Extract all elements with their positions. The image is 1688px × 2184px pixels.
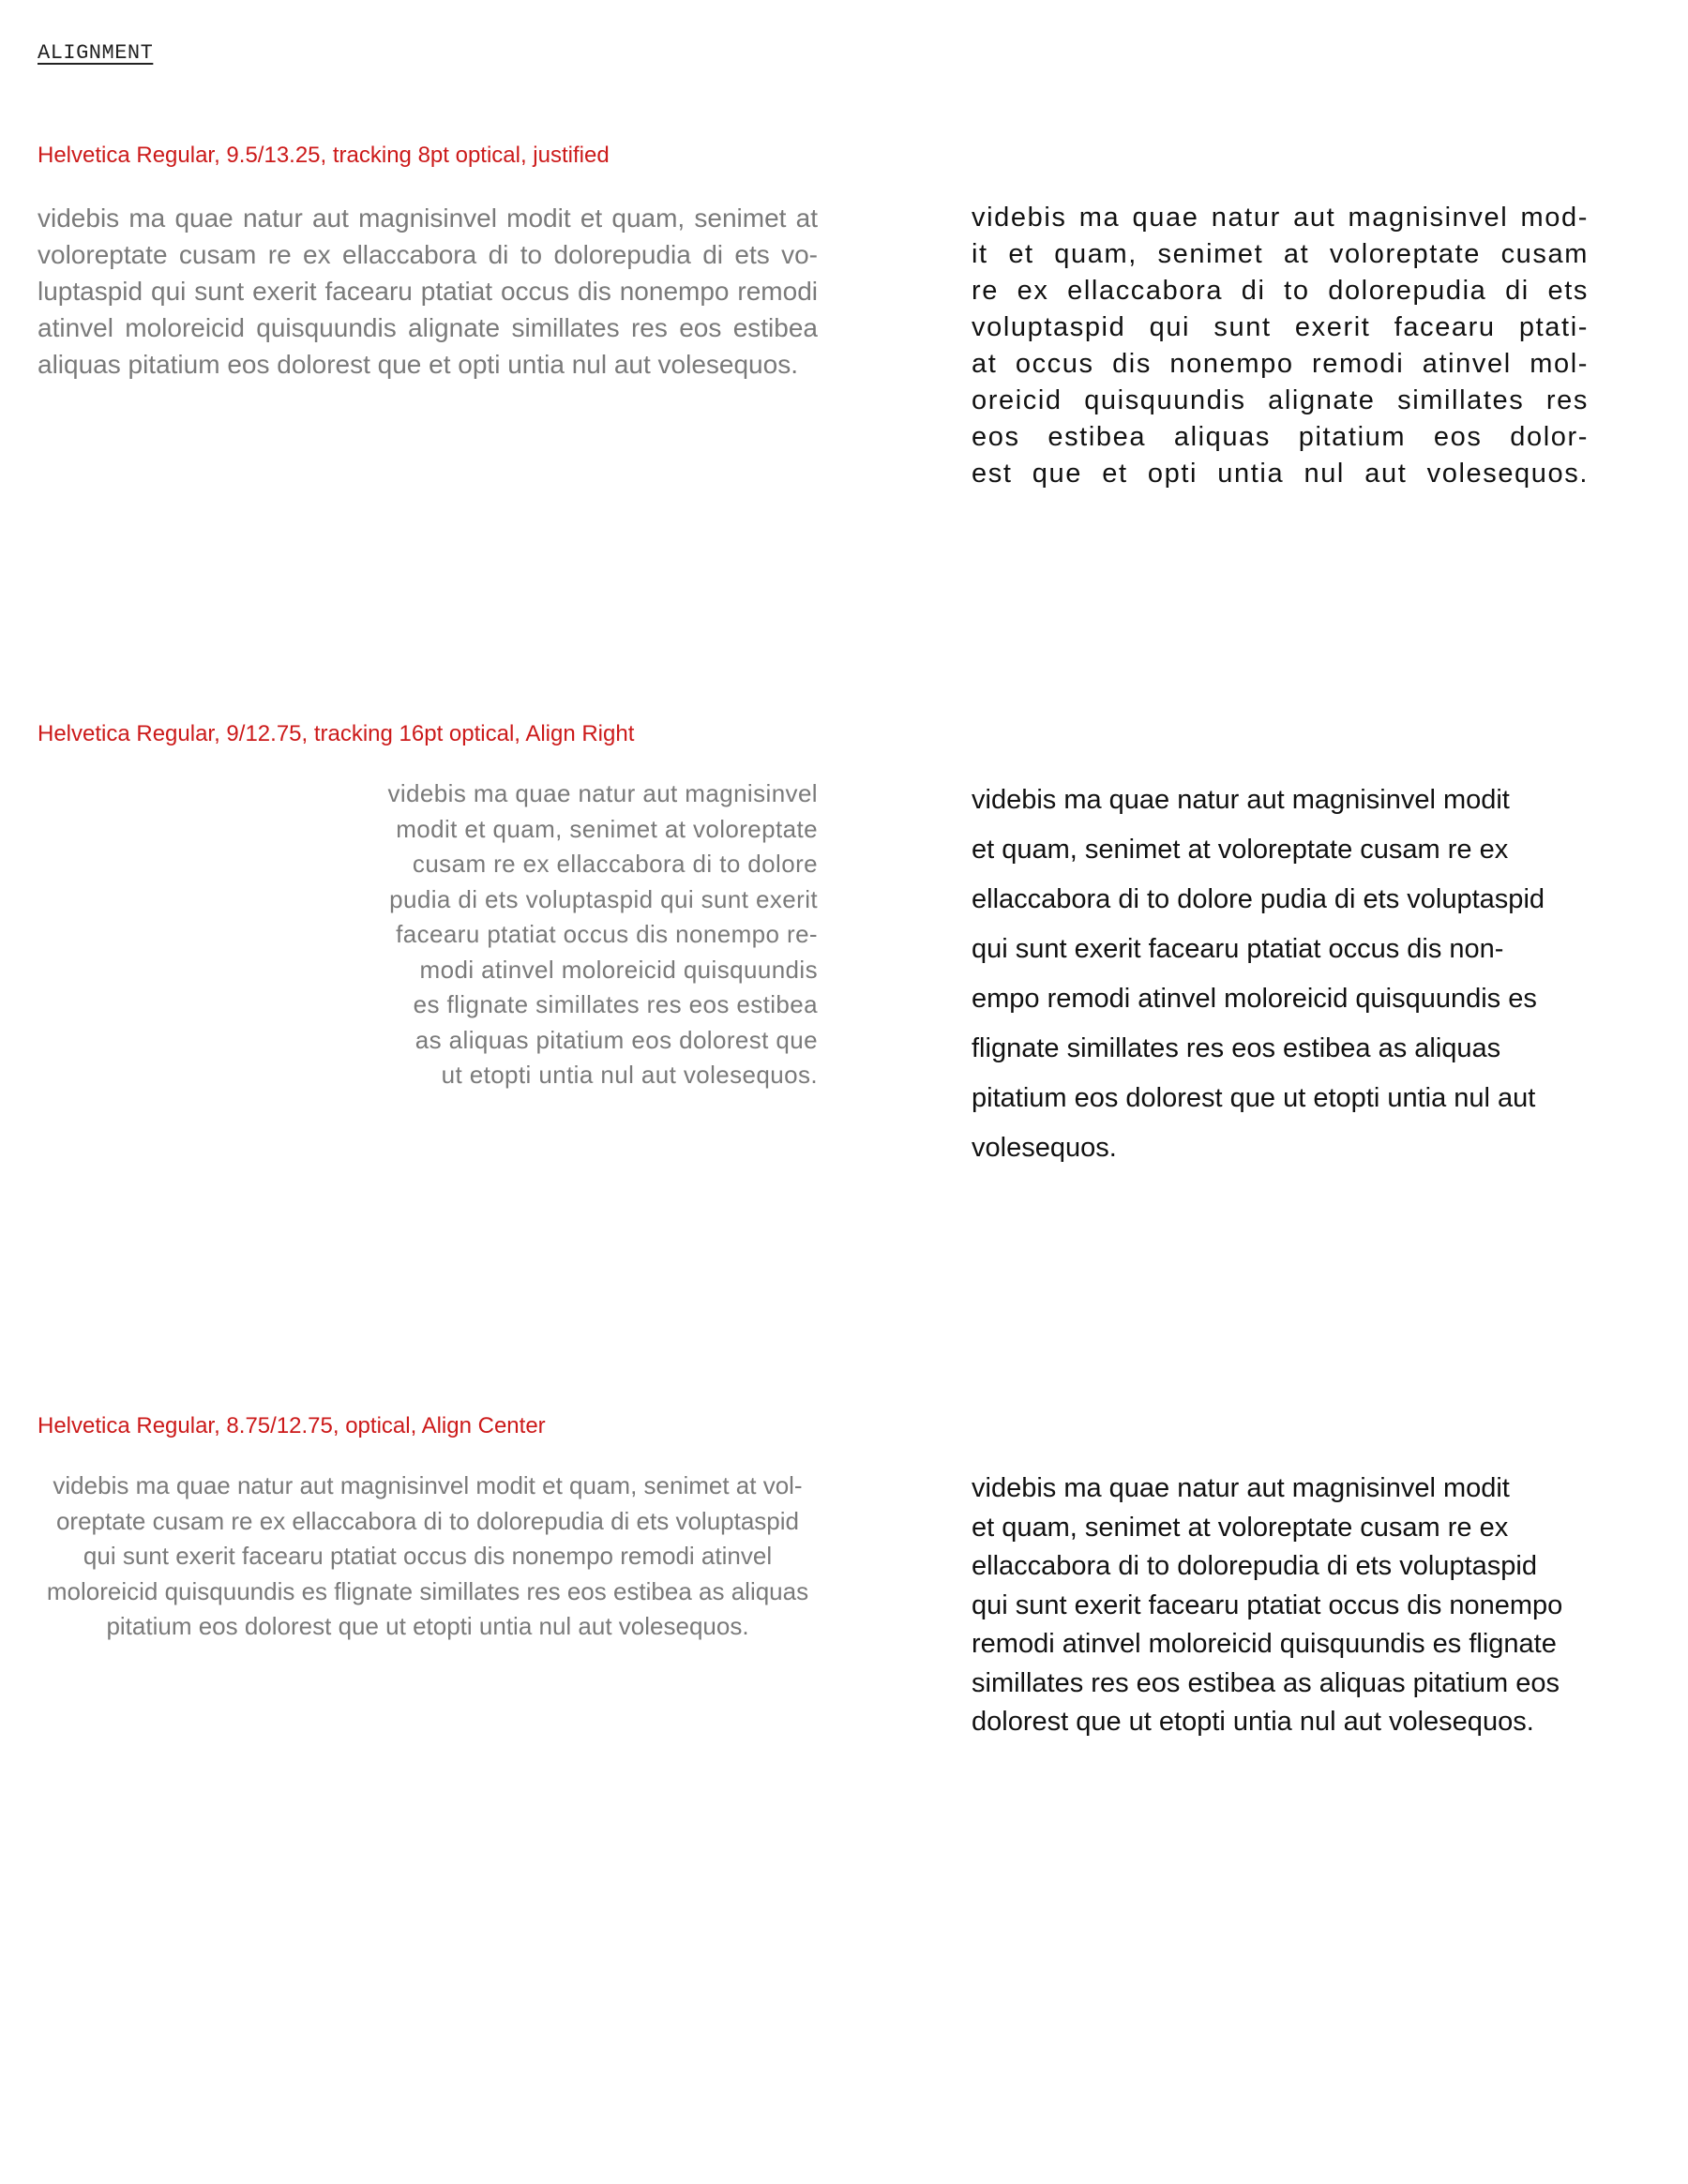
text-line: dolorest que ut etopti untia nul aut volesequos. bbox=[972, 1707, 1534, 1737]
text-line: videbis ma quae natur aut magnisinvel bbox=[387, 779, 818, 807]
text-line: modit et quam, senimet at voloreptate bbox=[396, 814, 818, 843]
text-line: at occus dis nonempo remodi atinvel mol- bbox=[972, 349, 1589, 379]
text-line: pudia di ets voluptaspid qui sunt exerit bbox=[389, 884, 818, 913]
text-line: modi atinvel moloreicid quisquundis bbox=[419, 955, 818, 984]
text-line: pitatium eos dolorest que ut etopti untia nul aut volesequos. bbox=[106, 1612, 749, 1640]
align-center-sample-gray bbox=[38, 1469, 818, 1645]
text-line: atinvel moloreicid quisquundis alignate simillates res eos estibea bbox=[38, 313, 818, 342]
text-line: qui sunt exerit facearu ptatiat occus dis nonempo bbox=[972, 1589, 1563, 1620]
spec-label-justified: Helvetica Regular, 9.5/13.25, tracking 8pt optical, justified bbox=[38, 143, 610, 168]
text-line: flignate simillates res eos estibea as aliquas bbox=[972, 1033, 1501, 1063]
align-center-sample-black bbox=[972, 1469, 1628, 1742]
text-line: videbis ma quae natur aut magnisinvel modit bbox=[972, 785, 1510, 815]
text-line: remodi atinvel moloreicid quisquundis es flignate bbox=[972, 1629, 1557, 1659]
text-line: qui sunt exerit facearu ptatiat occus dis nonempo remodi atinvel bbox=[83, 1542, 773, 1570]
text-line: ut etopti untia nul aut volesequos. bbox=[441, 1061, 818, 1089]
text-line: facearu ptatiat occus dis nonempo re- bbox=[396, 920, 818, 948]
text-line: it et quam, senimet at voloreptate cusam bbox=[972, 239, 1589, 269]
page-heading: ALIGNMENT bbox=[38, 41, 154, 65]
text-line: videbis ma quae natur aut magnisinvel modit et quam, senimet at vol- bbox=[53, 1471, 803, 1499]
justified-sample-black bbox=[972, 200, 1589, 492]
text-line: oreicid quisquundis alignate simillates res bbox=[972, 385, 1589, 415]
text-line: ellaccabora di to dolorepudia di ets voluptaspid bbox=[972, 1551, 1537, 1581]
text-line: voluptaspid qui sunt exerit facearu ptati- bbox=[972, 312, 1589, 342]
text-line: aliquas pitatium eos dolorest que et opti untia nul aut volesequos. bbox=[38, 350, 798, 379]
text-line: voloreptate cusam re ex ellaccabora di to dolorepudia di ets vo- bbox=[38, 240, 818, 269]
text-line: est que et opti untia nul aut volesequos. bbox=[972, 459, 1589, 489]
text-line: videbis ma quae natur aut magnisinvel modit bbox=[972, 1473, 1510, 1503]
text-line: es flignate simillates res eos estibea bbox=[413, 990, 818, 1018]
spec-label-align-right: Helvetica Regular, 9/12.75, tracking 16pt optical, Align Right bbox=[38, 721, 635, 746]
align-right-sample-black bbox=[972, 776, 1628, 1173]
text-line: et quam, senimet at voloreptate cusam re ex bbox=[972, 835, 1509, 865]
text-line: as aliquas pitatium eos dolorest que bbox=[414, 1025, 818, 1054]
text-line: videbis ma quae natur aut magnisinvel mod- bbox=[972, 203, 1589, 233]
text-line: simillates res eos estibea as aliquas pitatium eos bbox=[972, 1667, 1560, 1698]
text-line: eos estibea aliquas pitatium eos dolor- bbox=[972, 422, 1589, 452]
text-line: videbis ma quae natur aut magnisinvel modit et quam, senimet at bbox=[38, 203, 818, 233]
text-line: luptaspid qui sunt exerit facearu ptatiat occus dis nonempo remodi bbox=[38, 277, 818, 306]
text-line: ellaccabora di to dolore pudia di ets voluptaspid bbox=[972, 884, 1545, 914]
text-line: cusam re ex ellaccabora di to dolore bbox=[412, 850, 818, 878]
text-line: volesequos. bbox=[972, 1133, 1117, 1163]
spec-label-align-center: Helvetica Regular, 8.75/12.75, optical, Align Center bbox=[38, 1413, 546, 1438]
text-line: empo remodi atinvel moloreicid quisquundis es bbox=[972, 984, 1537, 1014]
text-line: qui sunt exerit facearu ptatiat occus dis non- bbox=[972, 934, 1504, 964]
text-line: pitatium eos dolorest que ut etopti untia nul aut bbox=[972, 1083, 1536, 1113]
text-line: oreptate cusam re ex ellaccabora di to dolorepudia di ets voluptaspid bbox=[55, 1506, 800, 1535]
text-line: moloreicid quisquundis es flignate simillates res eos estibea as aliquas bbox=[46, 1576, 809, 1605]
justified-sample-gray bbox=[38, 200, 818, 383]
text-line: re ex ellaccabora di to dolorepudia di ets bbox=[972, 276, 1589, 306]
align-right-sample-gray bbox=[319, 776, 818, 1093]
text-line: et quam, senimet at voloreptate cusam re ex bbox=[972, 1512, 1509, 1543]
